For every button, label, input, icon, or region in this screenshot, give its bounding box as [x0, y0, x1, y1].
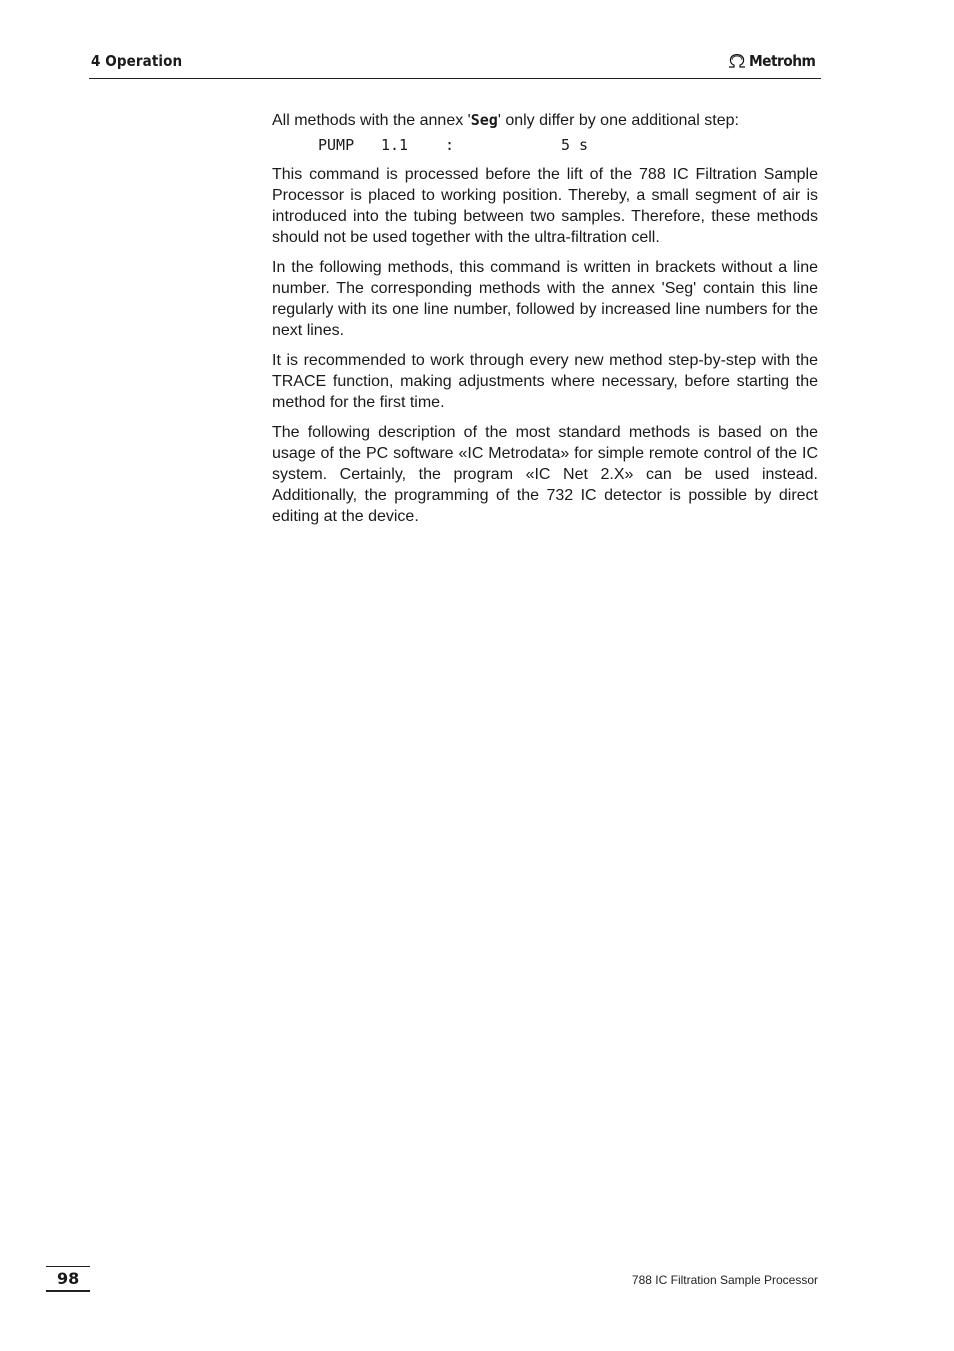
command-line-number: 1.1	[381, 136, 409, 154]
command-name: PUMP	[318, 136, 355, 154]
omega-icon	[727, 53, 747, 69]
command-separator: :	[445, 136, 455, 154]
body-paragraph: The following description of the most standard methods is based on the usage of the PC software «IC Metrodata» for simple remote control of the IC system. Certainly, the program «IC Net 2.X» can be used instead. Additionally, the programming of the 732 IC detector is possible by direct editing at the device.	[272, 424, 818, 525]
footer-product-name: 788 IC Filtration Sample Processor	[631, 1273, 818, 1287]
intro-paragraph: All methods with the annex 'Seg' only differ by one additional step:	[272, 111, 739, 129]
body-paragraph: This command is processed before the lift of the 788 IC Filtration Sample Processor is placed to working position. Thereby, a small segment of air is introduced into the tubing between two samples. Therefore, these methods should not be used together with the ultra-filtration cell.	[272, 166, 818, 246]
annex-keyword: Seg	[470, 111, 498, 129]
pump-command-line	[272, 133, 818, 158]
chapter-title: 4 Operation	[91, 52, 183, 70]
body-paragraph: In the following methods, this command is written in brackets without a line number. The corresponding methods with the annex 'Seg' contain this line regularly with its one line number, followed by increased line numbers for the next lines.	[272, 259, 818, 339]
page-number: 98	[46, 1266, 90, 1292]
page-header	[89, 50, 821, 79]
body-paragraph: It is recommended to work through every new method step-by-step with the TRACE function, making adjustments where necessary, before starting the method for the first time.	[272, 352, 818, 411]
logo-wordmark: Metrohm	[748, 52, 816, 70]
command-value: 5 s	[561, 136, 589, 154]
metrohm-logo	[727, 52, 821, 70]
main-content	[272, 110, 818, 536]
